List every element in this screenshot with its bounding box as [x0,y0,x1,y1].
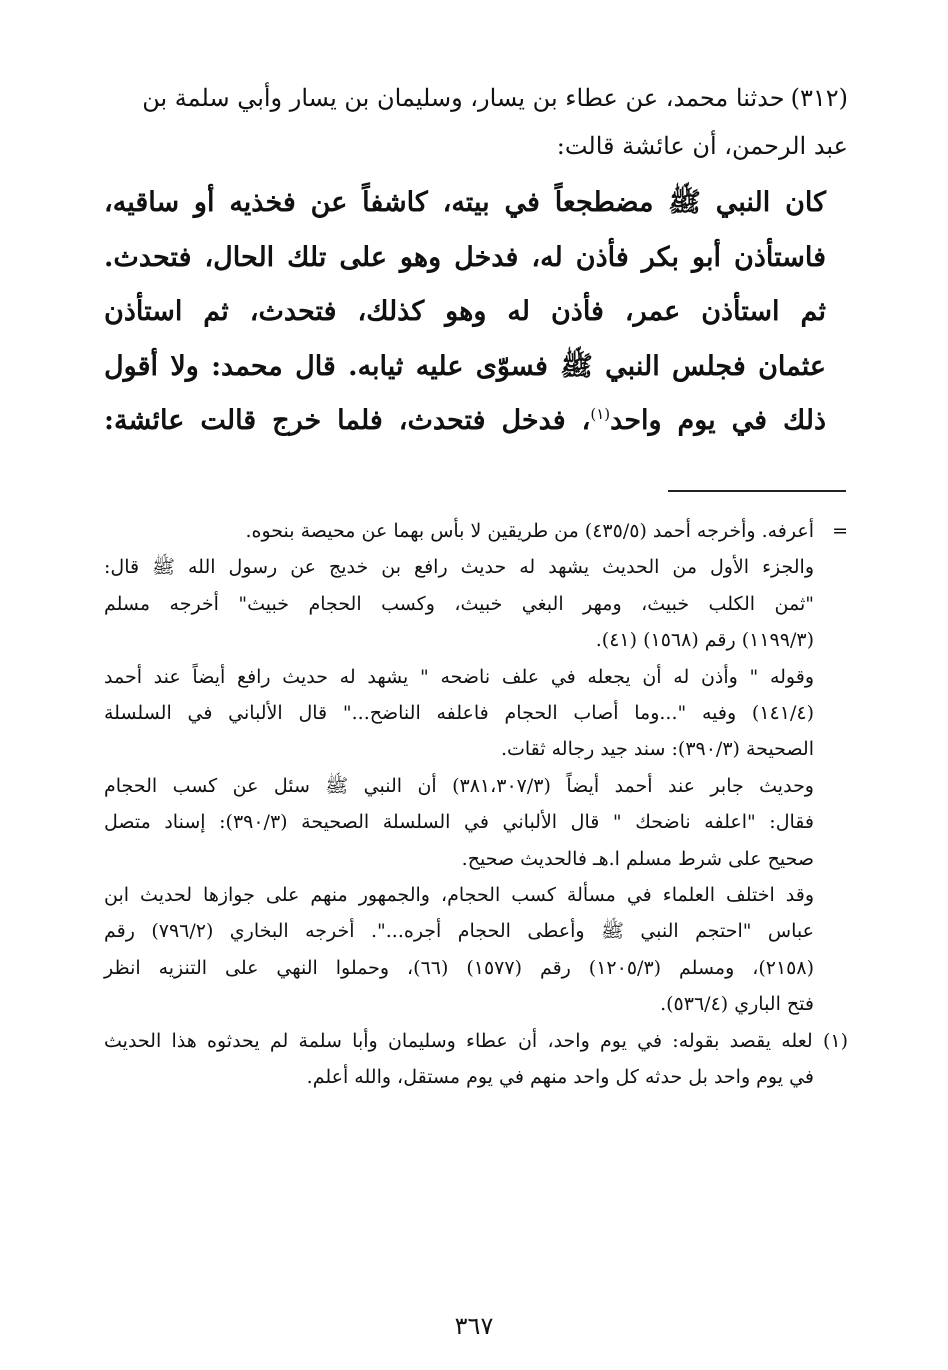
hadith-isnad [104,74,848,170]
hadith-matn [104,176,848,449]
hadith-number: (٣١٢) [790,84,848,112]
footnote-line: الصحيحة (٣٩٠/٣): سند جيد رجاله ثقات. [500,738,814,761]
hadith-312 [104,74,848,449]
footnote-1-line-2: في يوم واحد بل حدثه كل واحد منهم في يوم مستقل، والله أعلم. [306,1066,814,1089]
matn-line-3: ثم استأذن عمر، فأذن له وهو كذلك، فتحدث، ثم استأذن [104,296,826,327]
isnad-text-1: حدثنا محمد، عن عطاء بن يسار، وسليمان بن يسار وأبي سلمة بن [142,84,785,112]
isnad-line-1 [104,74,848,122]
footnote-line: "ثمن الكلب خبيث، ومهر البغي خبيث، وكسب الحجام خبيث" أخرجه مسلم [104,592,814,615]
footnote-line: (١١٩٩/٣) رقم (١٥٦٨) (٤١). [595,629,814,652]
footnote-line: وحديث جابر عند أحمد أيضاً (٣٨١،٣٠٧/٣) أن النبي ﷺ سئل عن كسب الحجام [104,774,814,797]
continuation-marker: = [832,520,848,542]
matn-line-5-end: ، فدخل فتحدث، فلما خرج قالت عائشة: [104,405,591,436]
footnote-paragraph-1 [104,549,848,658]
matn-line-5-start: ذلك في يوم واحد [610,405,827,436]
matn-line-1: كان النبي ﷺ مضطجعاً في بيته، كاشفاً عن فخذيه أو ساقيه، [104,187,826,218]
matn-line-5 [104,394,826,449]
footnote-reference: (١) [590,405,611,423]
footnote-line: وقد اختلف العلماء في مسألة كسب الحجام، والجمهور منهم على جوازها لحديث ابن [104,884,814,907]
footnote-line: وقوله " وأذن له أن يجعله في علف ناضحه " يشهد له حديث رافع أيضاً عند أحمد [104,665,814,688]
isnad-line-2: عبد الرحمن، أن عائشة قالت: [556,132,848,160]
footnote-paragraph-3 [104,768,848,877]
matn-line-2: فاستأذن أبو بكر فأذن له، فدخل وهو على تلك الحال، فتحدث. [104,241,826,273]
matn-line-4: عثمان فجلس النبي ﷺ فسوّى عليه ثيابه. قال محمد: ولا أقول [104,350,826,382]
footnote-line: فتح الباري (٥٣٦/٤). [660,993,814,1016]
footnote-line: والجزء الأول من الحديث يشهد له حديث رافع بن خديج عن رسول الله ﷺ قال: [104,556,814,579]
footnote-1-line-1: لعله يقصد بقوله: في يوم واحد، أن عطاء وسليمان وأبا سلمة لم يحدثوه هذا الحديث [104,1029,813,1052]
footnotes [104,513,848,1096]
footnote-paragraph-text [104,659,814,768]
footnote-line [104,1023,848,1059]
footnote-line: أعرفه. وأخرجه أحمد (٤٣٥/٥) من طريقين لا بأس بهما عن محيصة بنحوه. [245,520,814,542]
footnote-paragraph-text [104,549,814,658]
footnote-line: صحيح على شرط مسلم ا.هـ فالحديث صحيح. [461,847,814,870]
footnote-continued [104,513,848,549]
footnote-line [104,1059,848,1095]
footnote-paragraph-4 [104,877,848,1023]
footnote-1 [104,1023,848,1096]
footnote-continued-text [104,513,814,549]
footnote-line: (١٤١/٤) وفيه "...وما أصاب الحجام فاعلفه الناضح..." قال الألباني في السلسلة [104,702,814,725]
footnote-line: عباس "احتجم النبي ﷺ وأعطى الحجام أجره...". أخرجه البخاري (٧٩٦/٢) رقم [104,920,814,943]
page-number: ٣٦٧ [454,1312,494,1340]
footnote-paragraph-text [104,768,814,877]
footnote-line: فقال: "اعلفه ناضحك " قال الألباني في السلسلة الصحيحة (٣٩٠/٣): إسناد متصل [104,811,814,834]
footnote-separator [668,490,846,492]
footnote-paragraph-text [104,877,814,1023]
footnote-line: (٢١٥٨)، ومسلم (١٢٠٥/٣) رقم (١٥٧٧) (٦٦)، وحملوا النهي على التنزيه انظر [104,956,814,979]
footnote-1-marker: (١) [822,1029,848,1052]
footnote-1-text [104,1023,848,1096]
footnote-paragraph-2 [104,659,848,768]
